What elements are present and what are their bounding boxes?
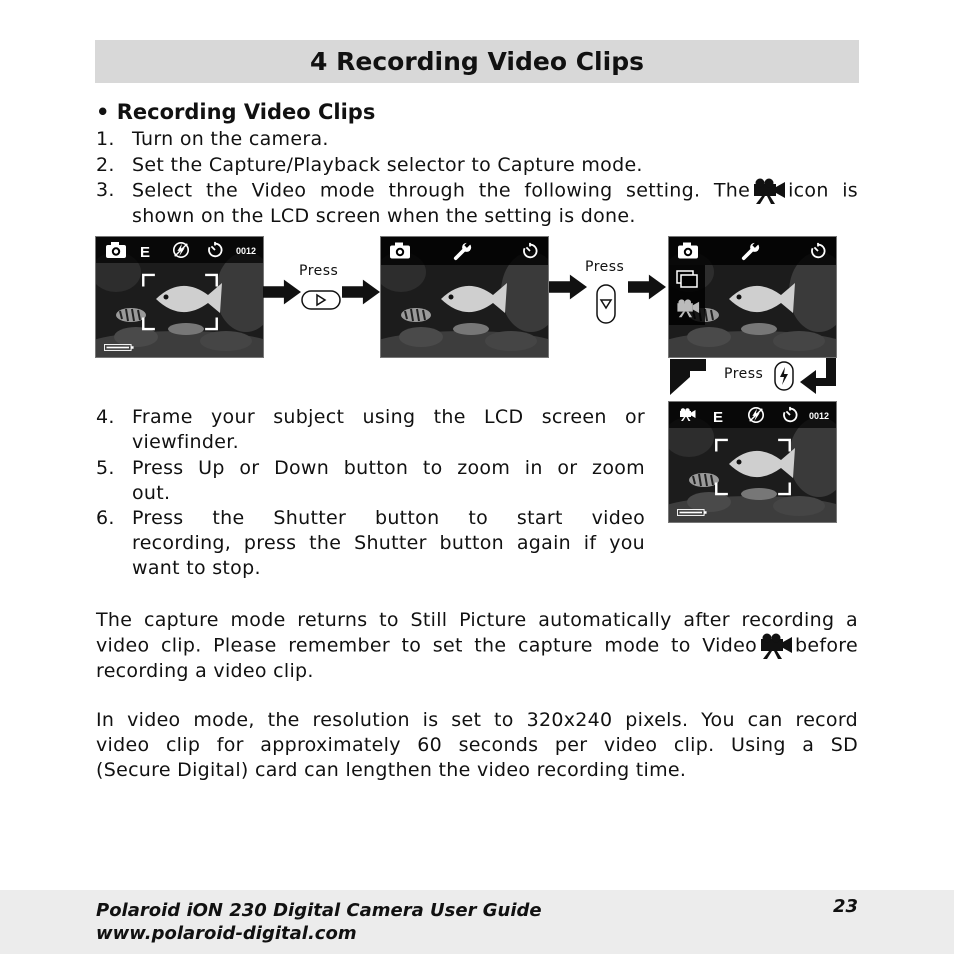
arrow-right-icon (263, 279, 301, 305)
lcd-screen-video-select (668, 236, 837, 358)
lcd-screen-video-mode (668, 401, 837, 523)
svg-text:E: E (713, 409, 724, 426)
lcd-screen-still-mode (95, 236, 264, 358)
press-label-1: Press (299, 263, 339, 279)
video-mode-icon (759, 633, 793, 659)
step-5: 5. Press Up or Down button to zoom in or zoom out. (96, 457, 645, 504)
guide-title: Polaroid iON 230 Digital Camera User Guide (96, 900, 542, 921)
arrow-right-icon (628, 274, 666, 300)
flash-button-icon (773, 361, 795, 391)
svg-text:0012: 0012 (236, 246, 257, 256)
press-label-3: Press (724, 366, 764, 382)
step-1: 1. Turn on the camera. (96, 128, 329, 150)
chapter-title-bar (95, 40, 859, 83)
step-4: 4. Frame your subject using the LCD screen or viewfinder. (96, 406, 645, 453)
paragraph-resolution: In video mode, the resolution is set to 320x240 pixels. You can record video clip for approximately 60 seconds per video clip. Using a SD (Secure Digital) card can lengthen the video recording time. (96, 709, 858, 781)
paragraph-auto-return: The capture mode returns to Still Picture automatically after recording a video clip. Please remember to set the capture mode to Video before recording a video clip. (96, 609, 858, 682)
video-mode-icon (752, 178, 786, 204)
svg-text:0012: 0012 (809, 411, 830, 421)
press-label-2: Press (585, 259, 625, 275)
step-6: 6. Press the Shutter button to start video recording, press the Shutter button again if you want to stop. (96, 507, 645, 579)
svg-text:E: E (140, 244, 151, 261)
step-2: 2. Set the Capture/Playback selector to Capture mode. (96, 154, 643, 176)
website-link[interactable]: www.polaroid-digital.com (96, 923, 357, 944)
page-footer (0, 890, 954, 954)
arrow-right-icon (549, 274, 587, 300)
step-3: 3. Select the Video mode through the following setting. The icon is shown on the LCD screen when the setting is done. (96, 179, 858, 227)
chapter-title: 4 Recording Video Clips (310, 47, 644, 76)
right-button-icon (301, 288, 341, 312)
arrow-bent-left-icon (800, 358, 838, 394)
arrow-right-icon (342, 279, 380, 305)
lcd-screen-menu (380, 236, 549, 358)
section-heading: • Recording Video Clips (96, 100, 376, 124)
down-button-icon (594, 284, 618, 324)
page-number: 23 (833, 896, 859, 917)
arrow-down-left-icon (668, 357, 708, 395)
